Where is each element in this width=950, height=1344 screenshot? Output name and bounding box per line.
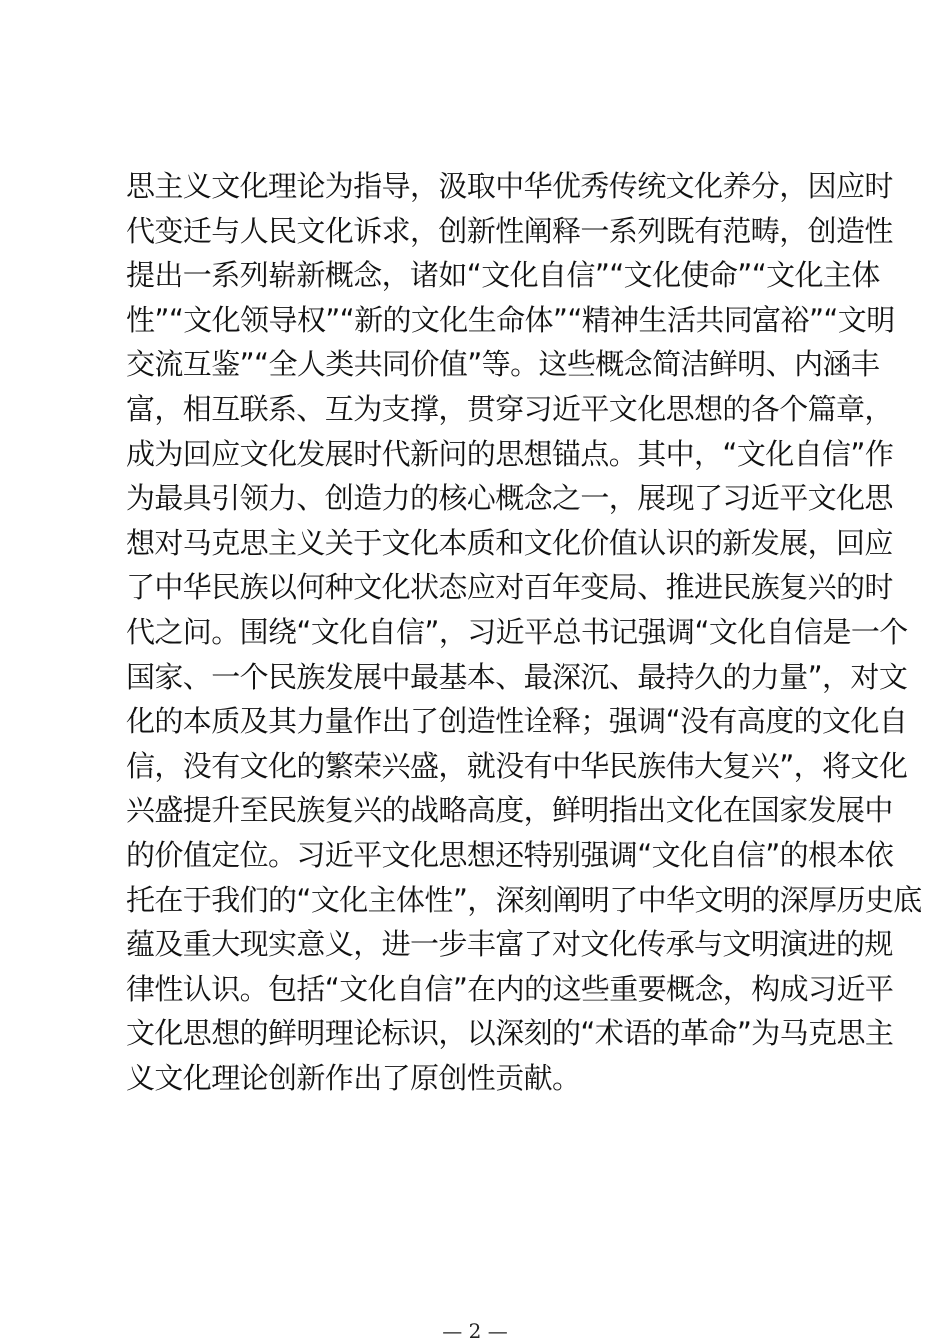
text-line: 思主义文化理论为指导，汲取中华优秀传统文化养分，因应时 [126, 169, 893, 203]
text-line: 化的本质及其力量作出了创造性诠释；强调“没有高度的文化自 [126, 704, 908, 739]
text-line: 兴盛提升至民族复兴的战略高度，鲜明指出文化在国家发展中 [126, 793, 893, 828]
text-line: 想对马克思主义关于文化本质和文化价值认识的新发展，回应 [126, 525, 893, 560]
text-line: 蕴及重大现实意义，进一步丰富了对文化传承与文明演进的规 [126, 927, 893, 962]
body-paragraph [126, 164, 922, 1100]
text-line: 文化思想的鲜明理论标识，以深刻的“术语的革命”为马克思主 [126, 1016, 894, 1051]
text-line: 代变迁与人民文化诉求，创新性阐释一系列既有范畴，创造性 [126, 213, 893, 248]
text-line: 了中华民族以何种文化状态应对百年变局、推进民族复兴的时 [126, 570, 893, 605]
text-line: 义文化理论创新作出了原创性贡献。 [126, 1060, 581, 1095]
text-line: 提出一系列崭新概念，诸如“文化自信”“文化使命”“文化主体 [126, 258, 880, 293]
text-line: 国家、一个民族发展中最基本、最深沉、最持久的力量”，对文 [126, 659, 908, 694]
page-number: — 2 — [442, 1319, 508, 1343]
text-line: 的价值定位。习近平文化思想还特别强调“文化自信”的根本依 [126, 837, 894, 872]
text-line: 托在于我们的“文化主体性”，深刻阐明了中华文明的深厚历史底 [126, 882, 922, 917]
text-line: 代之问。围绕“文化自信”，习近平总书记强调“文化自信是一个 [126, 614, 908, 649]
text-line: 为最具引领力、创造力的核心概念之一，展现了习近平文化思 [126, 481, 893, 516]
text-line: 交流互鉴”“全人类共同价值”等。这些概念简洁鲜明、内涵丰 [126, 347, 880, 382]
text-line: 律性认识。包括“文化自信”在内的这些重要概念，构成习近平 [126, 971, 894, 1006]
text-line: 信，没有文化的繁荣兴盛，就没有中华民族伟大复兴”，将文化 [126, 748, 908, 783]
text-line: 成为回应文化发展时代新问的思想锚点。其中，“文化自信”作 [126, 436, 894, 471]
text-line: 性”“文化领导权”“新的文化生命体”“精神生活共同富裕”“文明 [126, 302, 895, 337]
text-line: 富，相互联系、互为支撑，贯穿习近平文化思想的各个篇章， [126, 391, 893, 426]
